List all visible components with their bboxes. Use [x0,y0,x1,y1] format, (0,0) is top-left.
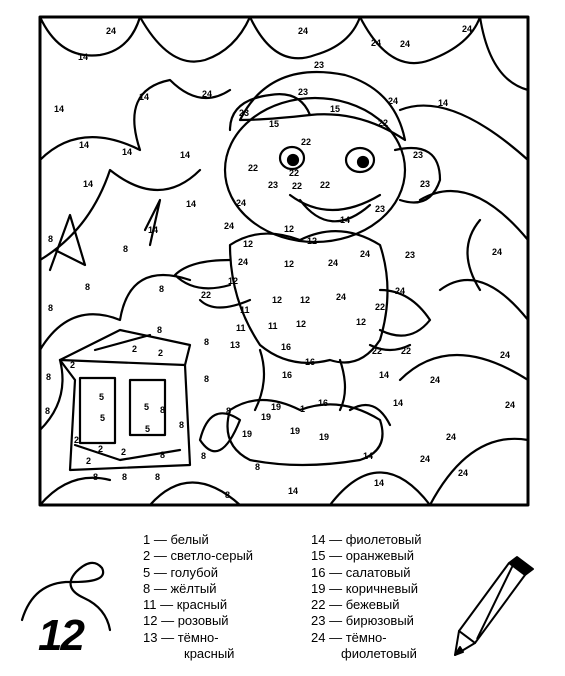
legend-entry: 24 — тёмно- [311,629,387,645]
region-label: 8 [155,472,161,482]
region-label: 19 [290,426,301,436]
page-number: 12 [38,611,83,660]
region-label: 24 [388,96,399,106]
region-label: 24 [492,247,503,257]
region-label: 23 [420,179,431,189]
region-label: 16 [281,342,292,352]
region-label: 22 [401,346,412,356]
region-label: 24 [430,375,441,385]
legend-right-column [311,532,422,662]
legend-entry: 5 — голубой [143,564,219,580]
region-label: 16 [318,398,329,408]
region-label: 8 [123,244,129,254]
region-label: 19 [271,402,282,412]
region-label: 12 [307,236,318,246]
region-label: 12 [272,295,283,305]
region-label: 24 [420,454,431,464]
region-label: 22 [292,181,303,191]
region-label: 8 [226,406,232,416]
legend-left-column [143,532,253,662]
region-label: 5 [144,402,150,412]
region-label: 23 [375,204,386,214]
region-label: 16 [305,357,316,367]
region-label: 14 [78,52,89,62]
region-label: 22 [289,168,300,178]
region-label: 24 [446,432,457,442]
region-label: 15 [330,104,341,114]
region-label: 22 [301,137,312,147]
legend-entry: 16 — салатовый [311,564,411,580]
region-label: 24 [224,221,235,231]
legend-entry: 14 — фиолетовый [311,532,422,547]
region-label: 1 [300,404,306,414]
region-label: 8 [46,372,52,382]
region-label: 24 [371,38,382,48]
region-label: 23 [298,87,309,97]
region-label: 14 [180,150,191,160]
region-label: 22 [248,163,259,173]
region-label: 23 [239,108,250,118]
legend-entry: 19 — коричневый [311,580,418,596]
legend-entry: 15 — оранжевый [311,548,415,564]
region-label: 24 [395,286,406,296]
region-label: 24 [328,258,339,268]
region-label: 22 [320,180,331,190]
region-label: 8 [93,472,99,482]
region-label: 24 [298,26,309,36]
region-label: 24 [400,39,411,49]
region-label: 12 [284,259,295,269]
region-label: 24 [458,468,469,478]
region-label: 2 [158,348,164,358]
region-label: 14 [288,486,299,496]
region-label: 23 [268,180,279,190]
region-label: 22 [375,302,386,312]
region-label: 22 [378,118,389,128]
region-label: 2 [132,344,138,354]
region-label: 8 [45,406,51,416]
region-label: 2 [121,447,127,457]
region-label: 24 [360,249,371,259]
region-label: 14 [122,147,133,157]
region-label: 12 [243,239,254,249]
region-label: 8 [179,420,185,430]
legend-entry: 22 — бежевый [311,597,400,613]
region-label: 8 [85,282,91,292]
legend-entry: 11 — красный [143,597,228,613]
legend-entry-continuation: красный [184,646,235,662]
region-label: 8 [157,325,163,335]
region-label: 12 [284,224,295,234]
region-label: 14 [438,98,449,108]
region-label: 24 [202,89,213,99]
region-label: 23 [413,150,424,160]
region-label: 14 [379,370,390,380]
region-label: 22 [201,290,212,300]
pencil-icon [447,555,537,660]
region-label: 12 [356,317,367,327]
region-label: 22 [372,346,383,356]
region-label: 23 [314,60,325,70]
region-label: 19 [261,412,272,422]
region-label: 19 [242,429,253,439]
region-label: 5 [145,424,151,434]
region-label: 13 [230,340,241,350]
region-label: 11 [236,323,246,333]
legend-entry: 8 — жёлтый [143,580,217,596]
region-label: 14 [148,225,159,235]
region-label: 2 [74,435,80,445]
region-label: 8 [159,284,165,294]
legend-entry: 2 — светло-серый [143,548,254,564]
region-label: 8 [255,462,261,472]
region-label: 14 [186,199,197,209]
region-label: 12 [228,276,239,286]
region-label: 11 [268,321,278,331]
region-label: 11 [240,305,250,315]
region-label: 5 [100,413,106,423]
region-label: 19 [319,432,330,442]
region-label: 8 [122,472,128,482]
region-label: 8 [160,405,166,415]
legend-entry: 12 — розовый [143,613,229,629]
region-label: 8 [201,451,207,461]
region-label: 14 [393,398,404,408]
region-label: 24 [462,24,473,34]
region-label: 16 [282,370,293,380]
region-label: 15 [269,119,280,129]
legend-entry: 23 — бирюзовый [311,613,414,629]
region-label: 24 [500,350,511,360]
region-label: 2 [98,444,104,454]
region-label: 8 [160,450,166,460]
region-label: 24 [505,400,516,410]
region-label: 8 [204,337,210,347]
region-label: 8 [225,490,231,500]
region-label: 14 [83,179,94,189]
region-label: 14 [79,140,90,150]
region-label: 2 [70,360,76,370]
region-label: 8 [48,303,54,313]
legend-entry: 1 — белый [143,532,209,547]
region-label: 8 [48,234,54,244]
region-label: 24 [238,257,249,267]
region-label: 14 [374,478,385,488]
region-label: 12 [300,295,311,305]
region-label: 23 [405,250,416,260]
region-label: 24 [336,292,347,302]
region-label: 14 [363,451,374,461]
region-label: 8 [204,374,210,384]
region-label: 12 [296,319,307,329]
region-label: 24 [236,198,247,208]
region-label: 14 [54,104,65,114]
legend-entry-continuation: фиолетовый [341,646,417,662]
region-label: 2 [86,456,92,466]
legend-entry: 13 — тёмно- [143,629,219,645]
region-label: 14 [139,92,150,102]
region-label: 24 [106,26,117,36]
region-label: 14 [340,215,351,225]
region-label: 5 [99,392,105,402]
